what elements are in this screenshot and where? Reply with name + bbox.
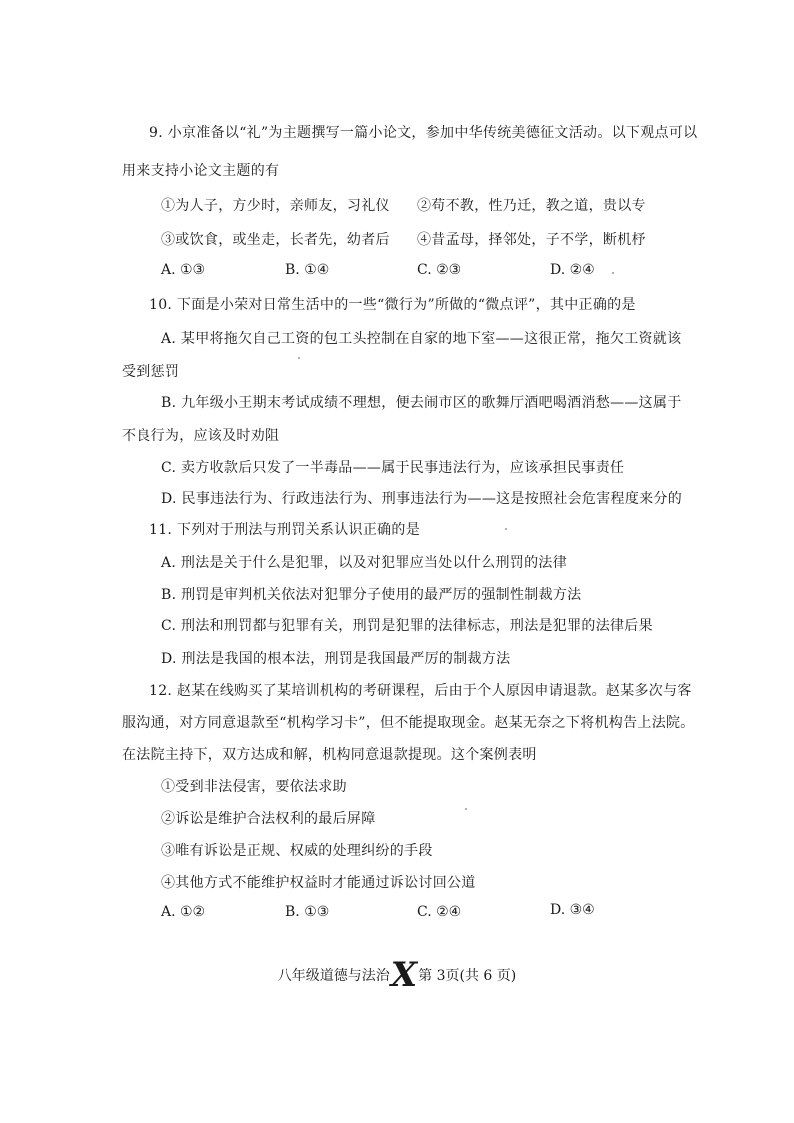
q11-option-a: A. 刑法是关于什么是犯罪，以及对犯罪应当处以什么刑罚的法律: [161, 555, 568, 571]
q12-option-d: D. ③④: [550, 902, 595, 918]
q9-stem-line2: 用来支持小论文主题的有: [122, 163, 280, 179]
q11-option-d: D. 刑法是我国的根本法，刑罚是我国最严厉的制裁方法: [161, 651, 511, 667]
q9-statement-2: ②苟不教，性乃迁，教之道，贵以专: [417, 198, 646, 214]
q12-statement-2: ②诉讼是维护合法权利的最后屏障: [161, 811, 376, 827]
q12-stem-line1: 12. 赵某在线购买了某培训机构的考研课程，后由于个人原因申请退款。赵某多次与客: [149, 683, 692, 699]
q9-option-d: D. ②④: [550, 262, 595, 278]
q12-option-a: A. ①②: [161, 904, 206, 920]
q10-option-d: D. 民事违法行为、行政违法行为、刑事违法行为——这是按照社会危害程度来分的: [161, 491, 683, 507]
scan-speck: [505, 528, 507, 530]
footer-page-number: 第 3页(共 6 页): [418, 968, 517, 984]
q12-stem-line3: 在法院主持下，双方达成和解，机构同意退款提现。这个案例表明: [122, 747, 537, 763]
scan-speck: [298, 357, 300, 359]
q12-option-b: B. ①③: [285, 904, 330, 920]
scan-speck: [612, 272, 614, 274]
q9-statement-3: ③或饮食，或坐走，长者先，幼者后: [161, 232, 390, 248]
page-footer: [0, 955, 794, 995]
q10-option-c: C. 卖方收款后只发了一半毒品——属于民事违法行为，应该承担民事责任: [161, 460, 625, 476]
q9-statement-4: ④昔孟母，择邻处，子不学，断机杼: [417, 232, 646, 248]
q11-option-b: B. 刑罚是审判机关依法对犯罪分子使用的最严厉的强制性制裁方法: [161, 587, 582, 603]
q10-option-a-line2: 受到惩罚: [122, 364, 180, 380]
q10-option-b-line2: 不良行为，应该及时劝阻: [122, 428, 280, 444]
q12-statement-4: ④其他方式不能维护权益时才能通过诉讼讨回公道: [161, 875, 476, 891]
q12-statement-3: ③唯有诉讼是正规、权威的处理纠纷的手段: [161, 843, 433, 859]
q9-option-a: A. ①③: [161, 262, 206, 278]
q9-option-b: B. ①④: [285, 262, 330, 278]
footer-subject: 八年级道德与法治: [277, 968, 390, 984]
q9-option-c: C. ②③: [417, 262, 462, 278]
footer-watermark-mark: X: [390, 955, 418, 995]
q12-stem-line2: 服沟通，对方同意退款至“机构学习卡”，但不能提取现金。赵某无奈之下将机构告上法院。: [122, 715, 695, 731]
q12-option-c: C. ②④: [417, 904, 462, 920]
q11-option-c: C. 刑法和刑罚都与犯罪有关，刑罚是犯罪的法律标志，刑法是犯罪的法律后果: [161, 618, 653, 634]
q10-stem: 10. 下面是小荣对日常生活中的一些“微行为”所做的“微点评”，其中正确的是: [149, 297, 636, 313]
q10-option-a-line1: A. 某甲将拖欠自己工资的包工头控制在自家的地下室——这很正常，拖欠工资就该: [161, 331, 682, 347]
q10-option-b-line1: B. 九年级小王期末考试成绩不理想，便去闹市区的歌舞厅酒吧喝酒消愁——这属于: [161, 395, 682, 411]
q12-statement-1: ①受到非法侵害，要依法求助: [161, 779, 347, 795]
q9-stem-line1: 9. 小京准备以“礼”为主题撰写一篇小论文，参加中华传统美德征文活动。以下观点可以: [149, 125, 698, 141]
q9-statement-1: ①为人子，方少时，亲师友，习礼仪: [161, 198, 390, 214]
scan-speck: [465, 808, 467, 810]
q11-stem: 11. 下列对于刑法与刑罚关系认识正确的是: [149, 522, 421, 538]
